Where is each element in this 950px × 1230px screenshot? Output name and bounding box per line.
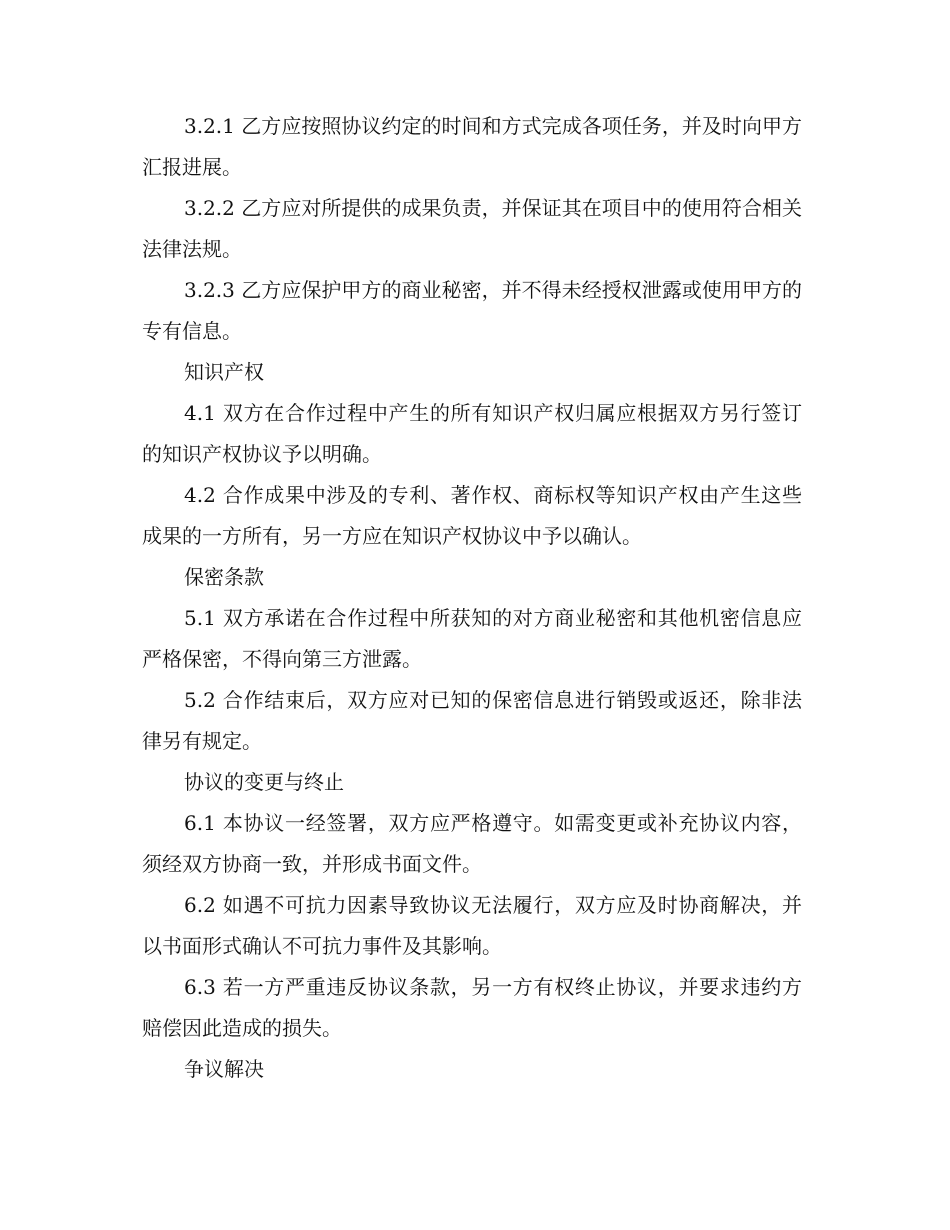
clause-4-1: 4.1 双方在合作过程中产生的所有知识产权归属应根据双方另行签订的知识产权协议予以明确。 <box>142 401 802 466</box>
section-heading-intellectual-property: 知识产权 <box>184 360 264 384</box>
document-page <box>142 106 802 1090</box>
clause-6-2: 6.2 如遇不可抗力因素导致协议无法履行，双方应及时协商解决，并以书面形式确认不可抗力事件及其影响。 <box>142 893 802 958</box>
clause-5-2: 5.2 合作结束后，双方应对已知的保密信息进行销毁或返还，除非法律另有规定。 <box>142 688 802 753</box>
clause-4-2: 4.2 合作成果中涉及的专利、著作权、商标权等知识产权由产生这些成果的一方所有，另一方应在知识产权协议中予以确认。 <box>142 483 802 548</box>
clause-3-2-2: 3.2.2 乙方应对所提供的成果负责，并保证其在项目中的使用符合相关法律法规。 <box>142 196 802 261</box>
clause-5-1: 5.1 双方承诺在合作过程中所获知的对方商业秘密和其他机密信息应严格保密，不得向第三方泄露。 <box>142 606 802 671</box>
clause-3-2-3: 3.2.3 乙方应保护甲方的商业秘密，并不得未经授权泄露或使用甲方的专有信息。 <box>142 278 802 343</box>
clause-3-2-1: 3.2.1 乙方应按照协议约定的时间和方式完成各项任务，并及时向甲方汇报进展。 <box>142 114 802 179</box>
section-heading-amendment-termination: 协议的变更与终止 <box>184 770 344 794</box>
section-heading-confidentiality: 保密条款 <box>184 565 264 589</box>
clause-6-3: 6.3 若一方严重违反协议条款，另一方有权终止协议，并要求违约方赔偿因此造成的损失。 <box>142 975 802 1040</box>
clause-6-1: 6.1 本协议一经签署，双方应严格遵守。如需变更或补充协议内容，须经双方协商一致，并形成书面文件。 <box>142 811 802 876</box>
section-heading-dispute-resolution: 争议解决 <box>184 1057 264 1081</box>
